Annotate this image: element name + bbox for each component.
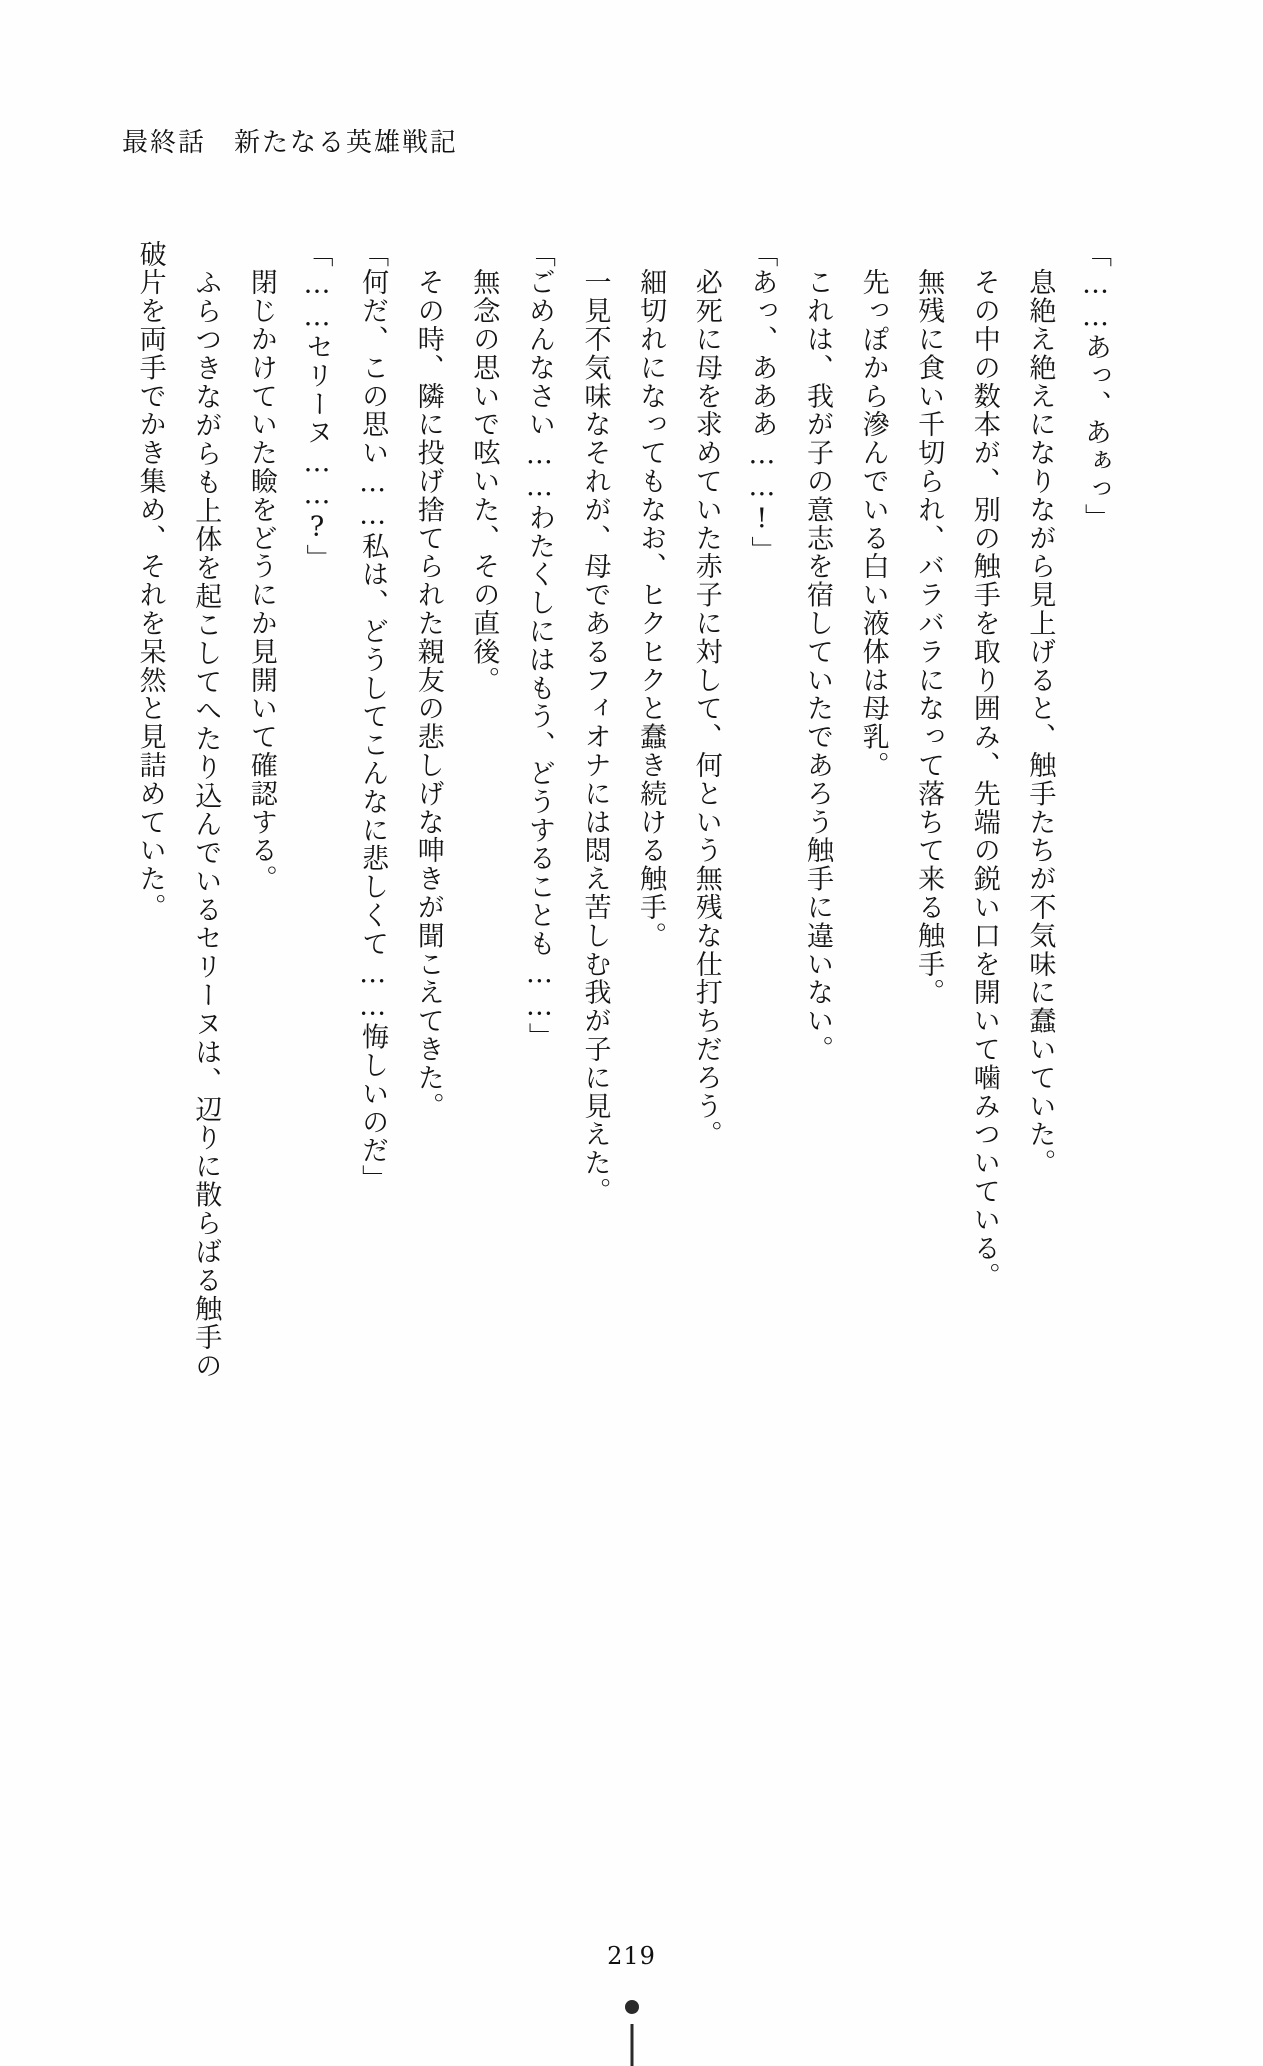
paragraph: 「あっ、あああ……!」 bbox=[746, 240, 778, 565]
paragraph: その時、隣に投げ捨てられた親友の悲しげな呻きが聞こえてきた。 bbox=[412, 240, 444, 1121]
paragraph: 細切れになってもなお、ヒクヒクと蠢き続ける触手。 bbox=[635, 240, 667, 950]
paragraph: 先っぽから滲んでいる白い液体は母乳。 bbox=[857, 240, 889, 780]
paragraph: 必死に母を求めていた赤子に対して、何という無残な仕打ちだろう。 bbox=[690, 240, 722, 1149]
paragraph: 一見不気味なそれが、母であるフィオナには悶え苦しむ我が子に見えた。 bbox=[579, 240, 611, 1206]
paragraph: 息絶え絶えになりながら見上げると、触手たちが不気味に蠢いていた。 bbox=[1024, 240, 1056, 1178]
body-text bbox=[134, 240, 1123, 1380]
paragraph: 「……あっ、あぁっ」 bbox=[1080, 240, 1111, 532]
paragraph: これは、我が子の意志を宿していたであろう触手に違いない。 bbox=[801, 240, 833, 1064]
paragraph: 「ごめんなさい……わたくしにはもう、どうすることも……」 bbox=[523, 240, 555, 1052]
paragraph: 無念の思いで呟いた、その直後。 bbox=[468, 240, 500, 695]
paragraph: ふらつきながらも上体を起こしてへたり込んでいるセリーヌは、辺りに散らばる触手の破片を両手でかき集め、それを呆然と見詰めていた。 bbox=[134, 240, 222, 1380]
paragraph: 閉じかけていた瞼をどうにか見開いて確認する。 bbox=[245, 240, 277, 894]
paragraph: 「……セリーヌ……?」 bbox=[301, 240, 333, 573]
page-number: 219 bbox=[607, 1942, 656, 1970]
paragraph: 無残に食い千切られ、バラバラになって落ちて来る触手。 bbox=[913, 240, 945, 1007]
paragraph: 「何だ、この思い……私は、どうしてこんなに悲しくて……悔しいのだ」 bbox=[357, 240, 389, 1194]
footer-rule bbox=[630, 2024, 633, 2066]
footer-dot-icon bbox=[625, 2000, 639, 2014]
paragraph: その中の数本が、別の触手を取り囲み、先端の鋭い口を開いて噛みついている。 bbox=[968, 240, 1000, 1291]
chapter-header: 最終話 新たなる英雄戦記 bbox=[122, 128, 459, 158]
